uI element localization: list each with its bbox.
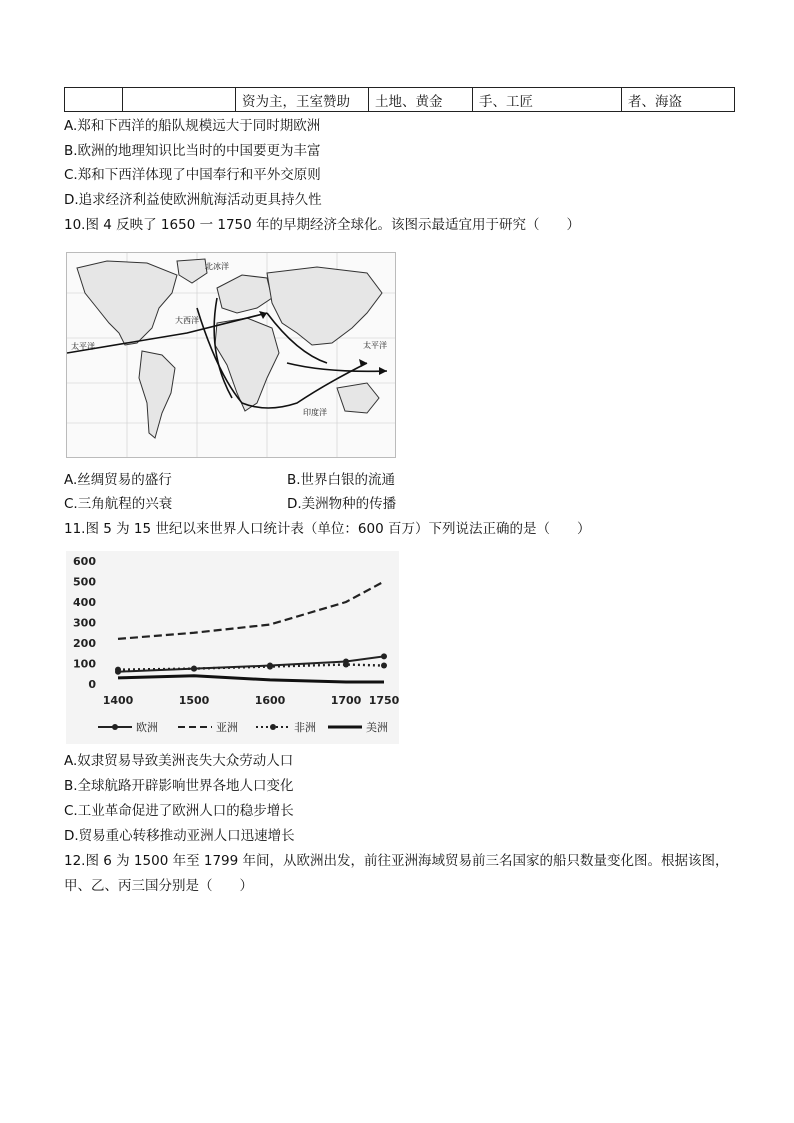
map-label-arctic: 北冰洋 [205,262,229,271]
q10-option-c: C.三角航程的兴衰 [64,496,173,512]
series-point-2 [267,664,273,670]
legend-label: 欧洲 [136,721,158,734]
q11-option-d: D.贸易重心转移推动亚洲人口迅速增长 [64,828,295,844]
map-label-indian: 印度洋 [303,408,327,417]
x-tick-label: 1750 [368,694,399,707]
series-point-2 [191,666,197,672]
map-label-pacific-west: 太平洋 [71,342,95,351]
series-point-2 [343,662,349,668]
q11-stem: 11.图 5 为 15 世纪以来世界人口统计表（单位：600 百万）下列说法正确的是（ ） [64,521,591,537]
x-tick-label: 1500 [178,694,210,707]
series-point-2 [381,663,387,669]
y-tick-label: 300 [73,616,96,630]
legend-label: 美洲 [366,721,388,734]
y-tick-label: 200 [73,637,96,650]
table-cell: 手、工匠 [473,88,622,112]
q10-option-a: A.丝绸贸易的盛行 [64,472,172,488]
legend-marker [112,724,118,730]
table-cell: 土地、黄金 [369,88,473,112]
population-chart-svg [66,551,399,744]
y-tick-label: 100 [73,657,96,671]
q9-option-d: D.追求经济利益使欧洲航海活动更具持久性 [64,192,322,208]
q11-option-a: A.奴隶贸易导致美洲丧失大众劳动人口 [64,753,294,769]
world-trade-map [66,252,396,458]
q11-option-c: C.工业革命促进了欧洲人口的稳步增长 [64,803,294,819]
q9-option-a: A.郑和下西洋的船队规模远大于同时期欧洲 [64,118,321,134]
x-tick-label: 1600 [254,694,286,707]
q9-option-b: B.欧洲的地理知识比当时的中国要更为丰富 [64,143,321,159]
legend-label: 亚洲 [216,721,238,734]
table-cell: 者、海盗 [622,88,735,112]
table-cell [123,88,236,112]
world-map-svg [67,253,395,457]
table-cell: 资为主，王室赞助 [236,88,369,112]
map-label-pacific-east: 太平洋 [363,341,387,350]
table-cell [65,88,123,112]
series-point-2 [115,667,121,673]
y-tick-label: 0 [88,678,96,691]
series-point-0 [381,653,387,659]
legend-marker [270,724,276,730]
series-line-3 [118,676,384,682]
q10-option-b: B.世界白银的流通 [287,472,396,488]
q9-option-c: C.郑和下西洋体现了中国奉行和平外交原则 [64,167,321,183]
population-chart [66,551,399,744]
x-tick-label: 1400 [102,694,134,707]
y-tick-label: 500 [73,575,96,589]
map-label-atlantic: 大西洋 [175,316,199,325]
legend-label: 非洲 [294,721,316,734]
q11-option-b: B.全球航路开辟影响世界各地人口变化 [64,778,294,794]
y-tick-label: 600 [73,555,96,568]
q12-stem-line2: 甲、乙、丙三国分别是（ ） [64,878,253,894]
x-tick-label: 1700 [330,694,362,707]
q12-stem-line1: 12.图 6 为 1500 年至 1799 年间，从欧洲出发，前往亚洲海域贸易前三名国家的船只数量变化图。根据该图， [64,853,729,869]
q10-option-d: D.美洲物种的传播 [287,496,397,512]
y-tick-label: 400 [73,596,96,609]
comparison-table [64,87,735,112]
series-line-1 [118,582,384,639]
table-row [65,88,735,112]
q10-stem: 10.图 4 反映了 1650 一 1750 年的早期经济全球化。该图示最适宜用于研究（ ） [64,217,581,233]
